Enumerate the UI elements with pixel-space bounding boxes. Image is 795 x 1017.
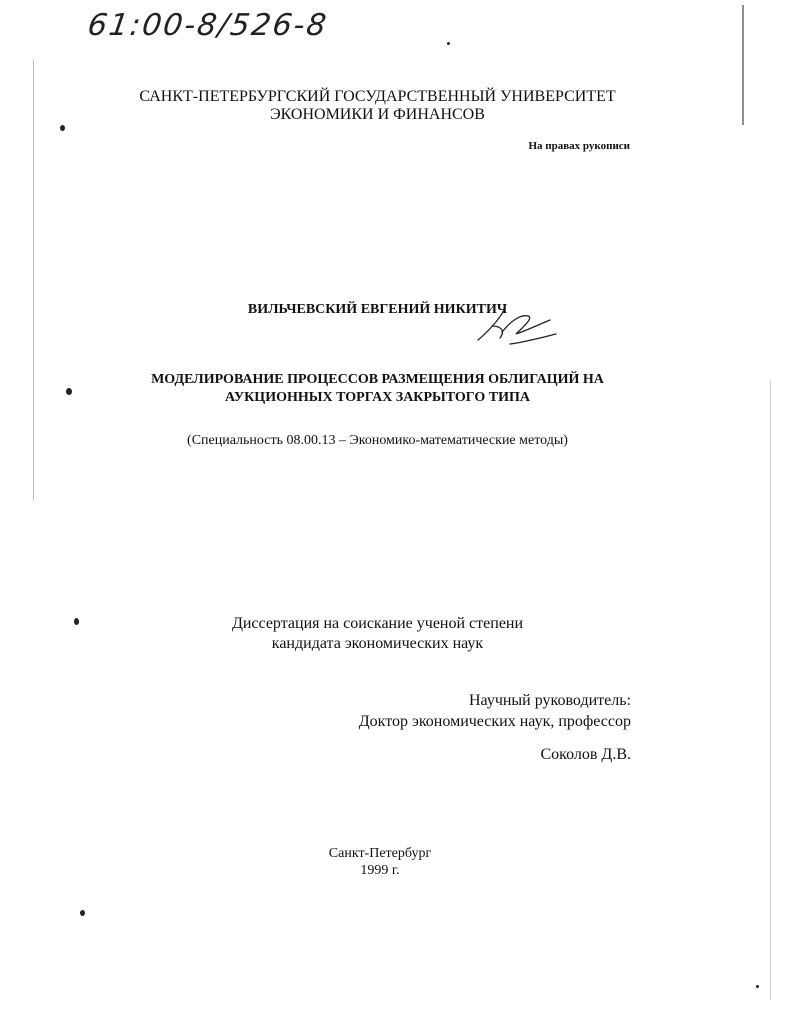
specialty: (Специальность 08.00.13 – Экономико-математические методы)	[187, 433, 568, 448]
scan-speck	[60, 125, 65, 131]
dissertation-title	[0, 371, 755, 407]
rights-note: На правах рукописи	[528, 140, 630, 152]
scan-speck	[756, 985, 759, 988]
university-name-line1: САНКТ-ПЕТЕРБУРГСКИЙ ГОСУДАРСТВЕННЫЙ УНИВЕРСИТЕТ	[139, 88, 616, 105]
scientific-advisor	[359, 690, 631, 732]
university-name	[0, 88, 755, 124]
author-signature	[470, 300, 560, 350]
university-name-line2: ЭКОНОМИКИ И ФИНАНСОВ	[270, 106, 485, 123]
dissertation-title-line1: МОДЕЛИРОВАНИЕ ПРОЦЕССОВ РАЗМЕЩЕНИЯ ОБЛИГАЦИЙ НА	[151, 372, 604, 387]
advisor-degree: Доктор экономических наук, профессор	[358, 713, 631, 730]
city: Санкт-Петербург	[328, 846, 432, 861]
dissertation-degree	[0, 614, 755, 654]
author-name: ВИЛЬЧЕВСКИЙ ЕВГЕНИЙ НИКИТИЧ	[247, 302, 508, 317]
advisor-name: Соколов Д.В.	[540, 746, 631, 763]
place-and-year	[325, 845, 435, 879]
scan-edge-right-lower	[770, 380, 771, 1000]
dissertation-degree-line2: кандидата экономических наук	[271, 635, 484, 652]
scan-speck	[80, 910, 85, 916]
scan-speck	[447, 42, 450, 45]
year: 1999 г.	[360, 863, 400, 878]
advisor-label: Научный руководитель:	[468, 692, 631, 709]
dissertation-degree-line1: Диссертация на соискание ученой степени	[231, 615, 524, 632]
handwritten-archive-code: 61:00-8/526-8	[85, 8, 331, 43]
dissertation-title-line2: АУКЦИОННЫХ ТОРГАХ ЗАКРЫТОГО ТИПА	[225, 390, 530, 405]
